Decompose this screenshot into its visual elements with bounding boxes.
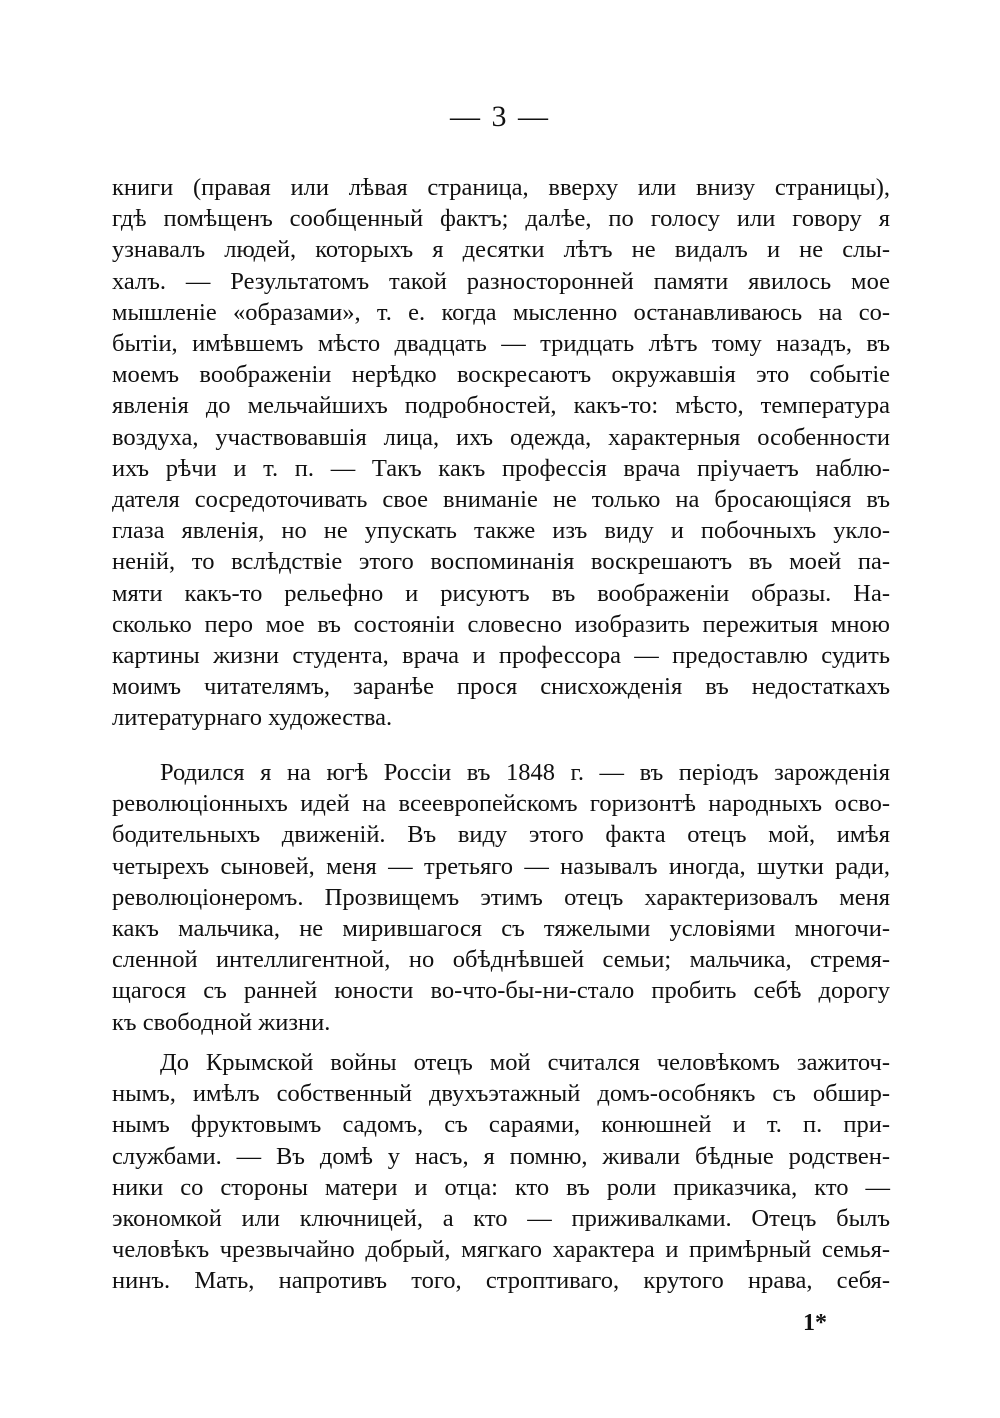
text-line: мышленіе «образами», т. е. когда мысленно останавливаюсь на со-: [112, 298, 890, 326]
text-line: революціонныхъ идей на всеевропейскомъ горизонтѣ народныхъ осво-: [112, 790, 890, 818]
text-line: четырехъ сыновей, меня — третьяго — называлъ иногда, шутки ради,: [112, 852, 890, 880]
text-line: книги (правая или лѣвая страница, вверху или внизу страницы),: [112, 174, 890, 201]
text-line: бытіи, имѣвшемъ мѣсто двадцать — тридцать лѣтъ тому назадъ, въ: [112, 330, 890, 358]
text-line: щагося съ ранней юности во-что-бы-ни-стало пробить себѣ дорогу: [112, 977, 890, 1005]
paragraph-1: [112, 172, 890, 734]
text-line: гдѣ помѣщенъ сообщенный фактъ; далѣе, по голосу или говору я: [112, 205, 890, 233]
text-line: сколько перо мое въ состояніи словесно изобразить пережитыя мною: [112, 610, 890, 638]
text-line: моемъ воображеніи нерѣдко воскресаютъ окружавшія это событіе: [112, 361, 890, 389]
text-line: человѣкъ чрезвычайно добрый, мягкаго характера и примѣрный семья-: [112, 1236, 890, 1264]
text-line: къ свободной жизни.: [112, 1008, 331, 1036]
text-line: ники со стороны матери и отца: кто въ роли приказчика, кто —: [112, 1173, 890, 1201]
text-line: нымъ, имѣлъ собственный двухъэтажный домъ-особнякъ съ обшир-: [112, 1080, 890, 1108]
text-line: халъ. — Результатомъ такой разносторонней памяти явилось мое: [112, 267, 890, 295]
text-line: экономкой или ключницей, а кто — приживалками. Отецъ былъ: [112, 1205, 890, 1233]
text-line: ихъ рѣчи и т. п. — Такъ какъ профессія врача пріучаетъ наблю-: [112, 454, 890, 482]
text-line: бодительныхъ движеній. Въ виду этого факта отецъ мой, имѣя: [112, 821, 890, 849]
page-number: — 3 —: [450, 100, 550, 133]
text-line: До Крымской войны отецъ мой считался человѣкомъ зажиточ-: [160, 1049, 890, 1076]
text-line: нинъ. Мать, напротивъ того, строптиваго, крутого нрава, себя-: [112, 1267, 890, 1295]
text-line: нымъ фруктовымъ садомъ, съ сараями, конюшней и т. п. при-: [112, 1111, 890, 1139]
text-line: Родился я на югѣ Россіи въ 1848 г. — въ періодъ зарожденія: [160, 759, 890, 786]
paragraph-2: [112, 757, 890, 1038]
paragraph-3: [112, 1047, 890, 1297]
text-line: дателя сосредоточивать свое вниманіе не только на бросающіяся въ: [112, 486, 890, 514]
signature-mark: 1*: [803, 1310, 827, 1336]
text-line: моимъ читателямъ, заранѣе прося снисхожденія въ недостаткахъ: [112, 673, 890, 701]
text-line: глаза явленія, но не упускать также изъ виду и побочныхъ укло-: [112, 517, 890, 545]
text-line: службами. — Въ домѣ у насъ, я помню, живали бѣдные родствен-: [112, 1142, 890, 1170]
text-line: революціонеромъ. Прозвищемъ этимъ отецъ характеризовалъ меня: [112, 883, 890, 911]
text-line: литературнаго художества.: [112, 704, 393, 732]
text-line: какъ мальчика, не мирившагося съ тяжелыми условіями многочи-: [112, 915, 890, 943]
text-line: воздуха, участвовавшія лица, ихъ одежда, характерныя особенности: [112, 423, 890, 451]
text-line: явленія до мельчайшихъ подробностей, какъ-то: мѣсто, температура: [112, 392, 890, 420]
text-line: мяти какъ-то рельефно и рисуютъ въ воображеніи образы. На-: [112, 579, 890, 607]
text-line: неній, то вслѣдствіе этого воспоминанія воскрешаютъ въ моей па-: [112, 548, 890, 576]
text-line: узнавалъ людей, которыхъ я десятки лѣтъ не видалъ и не слы-: [112, 236, 890, 264]
text-line: картины жизни студента, врача и профессора — предоставлю судить: [112, 642, 890, 670]
text-line: сленной интеллигентной, но обѣднѣвшей семьи; мальчика, стремя-: [112, 946, 890, 974]
